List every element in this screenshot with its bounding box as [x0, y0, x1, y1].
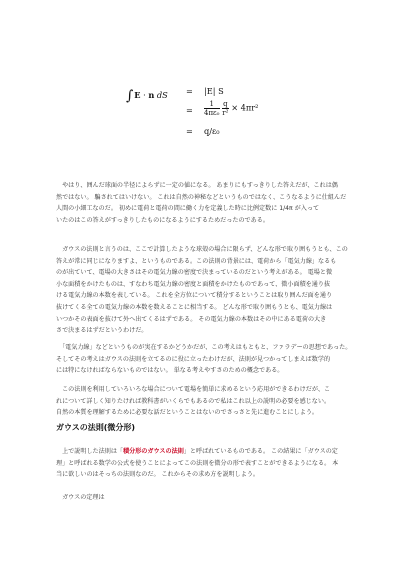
text-line: 理」と呼ばれる数学の公式を使うことによってこの法則を微分の形で表すことができるようになる。 本	[56, 459, 339, 467]
text-line: いたのはこの答えがすっきりしたものになるようにするためだったのである。	[56, 216, 269, 224]
paragraph-3	[56, 342, 360, 377]
text-line: ガウスの法則と言うのは、ここで計算したような球殻の場合に限らず、どんな形で取り囲もうとも、この	[56, 246, 348, 253]
fraction-charge: $\frac{q}{\text{r²}}$	[222, 100, 229, 117]
equation-equals: =	[186, 86, 193, 96]
text-line: には特になければならないものではない。 単なる考えやすさのための概念である。	[56, 367, 284, 375]
equation-row-2	[118, 100, 298, 116]
text-line: さで決まるはずだというわけだ。	[56, 327, 148, 335]
section-paragraph	[56, 446, 360, 481]
equation-lhs: ∫E · n dS	[126, 88, 168, 104]
equation-row3-value: q/ε₀	[204, 126, 220, 136]
fraction-constant: $\frac{1}{\text{4πε₀}}$	[204, 100, 220, 117]
text-line: やはり、囲んだ球面の半径によらずに一定の値になる。 あまりにもすっきりした答えだが、これは偶	[56, 182, 338, 189]
text-line: ガウスの定理は	[56, 494, 105, 501]
section-heading: ガウスの法則(微分形)	[56, 423, 136, 432]
text-line: 然ではない。 騙されてはいけない。 これは自然の神秘などというものではなく、こうなるように仕組んだ	[56, 193, 347, 201]
text-line: 小な面積をかけたものは、すなわち電気力線の密度と面積をかけたものであって、微小面積を通り抜	[56, 280, 331, 288]
text-line: 自然の本質を理解するために必要な話だということはないのでさっさと先に進むことにしよう。	[56, 409, 319, 417]
paragraph-2	[56, 244, 360, 337]
text-line: 当に欲しいのはそっちの法則なのだ。 これからその求め方を説明しよう。	[56, 471, 260, 479]
text-line: のが出ていて、電場の大きさはその電気力線の密度で決まっているのだという考えがある。 電場と微	[56, 269, 333, 277]
text-line: この法則を利用していろいろな場合について電場を簡単に求めるという応用ができるわけだが、こ	[56, 386, 331, 393]
text-line: 答えが常に同じになりますよ、というものである。この法則の背景には、電荷から「電気力線」なるも	[56, 257, 337, 265]
text-line: 上で説明した法則は「積分形のガウスの法則」と呼ばれているものである。 この結果に「ガウスの定	[56, 448, 338, 455]
text-line: 人間の小細工なのだ。 初めに電荷と電荷の間に働く力を定義した時に比例定数に 1/4π が入って	[56, 205, 320, 213]
text-line: そしてその考えはガウスの法則を立てるのに役に立ったわけだが、法則が見つかってしまえば数学的	[56, 355, 331, 363]
text-line: いつかその表面を抜けて外へ出てくるはずである。 その電気力線の本数はその中にある電荷の大き	[56, 315, 327, 323]
text-line: 抜けてくる全ての電気力線の本数を数えることに相当する。 どんな形で取り囲もうとも、電気力線は	[56, 303, 333, 311]
paragraph-1	[56, 180, 360, 226]
equation-row2-value	[204, 100, 258, 117]
equation-equals: =	[186, 126, 193, 136]
gauss-law-equation	[118, 86, 298, 158]
text-line: 「電気力線」などというものが実在するかどうかだが、この考えはもともと、ファラデーの思想であった。	[56, 344, 352, 351]
equation-equals: =	[186, 105, 193, 115]
equation-row-3	[118, 126, 298, 142]
equation-row1-value: |E| S	[204, 86, 224, 96]
text-line: れについて詳しく知りたければ教科書がいくらでもあるので私はこれ以上の説明の必要を感じない。	[56, 397, 331, 405]
text-line: ける電気力線の本数を表している。 これを全方位について積分するということは取り囲んだ面を通り	[56, 292, 333, 300]
highlighted-term: 積分形のガウスの法則	[123, 448, 184, 455]
paragraph-4	[56, 384, 360, 419]
section-paragraph-2	[56, 492, 360, 504]
equation-area-term: × 4πr²	[231, 102, 259, 113]
